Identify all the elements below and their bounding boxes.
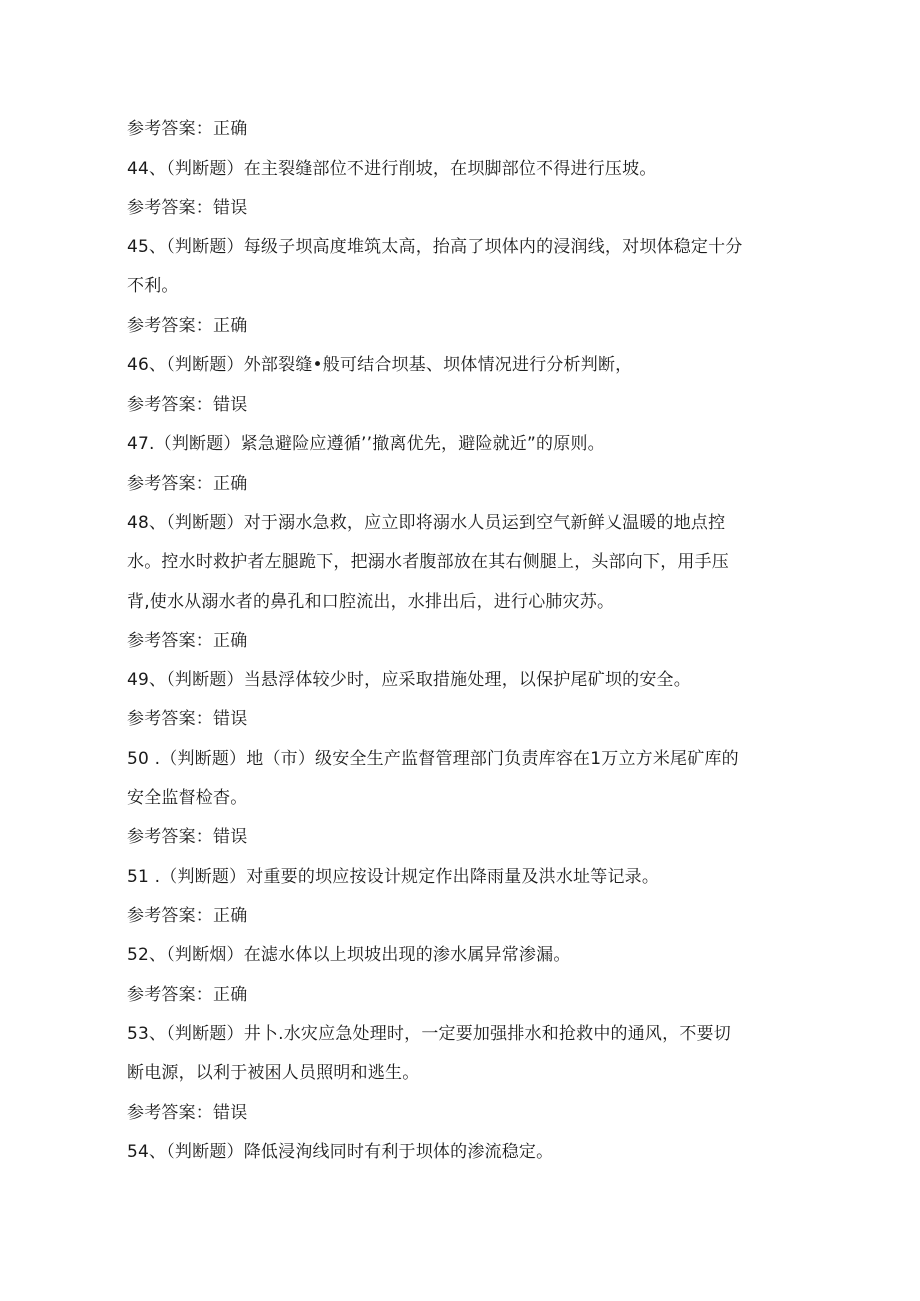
answer-line: 参考答案：错误: [127, 827, 248, 847]
question-53-continued: 断电源，以利于被困人员照明和逃生。: [127, 1063, 420, 1083]
question-45: 45、（判断题）每级子坝高度堆筑太高，抬高了坝体内的浸润线，对坝体稳定十分: [127, 237, 743, 257]
question-51: 51 .（判断题）对重要的坝应按设计规定作出降雨量及洪水址等记录。: [127, 867, 660, 887]
question-48-continued: 背,使水从溺水者的鼻孔和口腔流出，水排出后，进行心肺灾苏。: [127, 592, 615, 612]
answer-line: 参考答案：正确: [127, 474, 248, 494]
answer-line: 参考答案：正确: [127, 631, 248, 651]
question-44: 44、（判断题）在主裂缝部位不进行削坡，在坝脚部位不得进行压坡。: [127, 159, 657, 179]
answer-line: 参考答案：正确: [127, 316, 248, 336]
answer-line: 参考答案：错误: [127, 1103, 248, 1123]
answer-line: 参考答案：错误: [127, 395, 248, 415]
question-48: 48、（判断题）对于溺水急救，应立即将溺水人员运到空气新鲜乂温暖的地点控: [127, 513, 726, 533]
question-52: 52、（判断烟）在滤水体以上坝坡出现的渗水属异常渗漏。: [127, 945, 571, 965]
question-45-continued: 不利。: [127, 276, 179, 296]
question-48-continued: 水。控水时救护者左腿跪下，把溺水者腹部放在其右侧腿上，头部向下，用手压: [127, 552, 729, 572]
answer-line: 参考答案：正确: [127, 906, 248, 926]
answer-line: 参考答案：正确: [127, 119, 248, 139]
question-54: 54、（判断题）降低浸洵线同时有利于坝体的渗流稳定。: [127, 1142, 554, 1162]
answer-line: 参考答案：错误: [127, 709, 248, 729]
question-49: 49、（判断题）当悬浮体较少时，应采取措施处理，以保护尾矿坝的安全。: [127, 670, 691, 690]
answer-line: 参考答案：正确: [127, 985, 248, 1005]
question-50-continued: 安全监督检杳。: [127, 788, 248, 808]
question-53: 53、（判断题）井卜.水灾应急处理时，一定要加强排水和抢救中的通风，不要切: [127, 1024, 731, 1044]
question-50: 50 .（判断题）地（市）级安全生产监督管理部门负责库容在1万立方米尾矿库的: [127, 749, 739, 769]
answer-line: 参考答案：错误: [127, 198, 248, 218]
question-47: 47.（判断题）紧急避险应遵循’’撤离优先，避险就近”的原则。: [127, 434, 605, 454]
question-46: 46、（判断题）外部裂缝•般可结合坝基、坝体情况进行分析判断，: [127, 355, 633, 375]
